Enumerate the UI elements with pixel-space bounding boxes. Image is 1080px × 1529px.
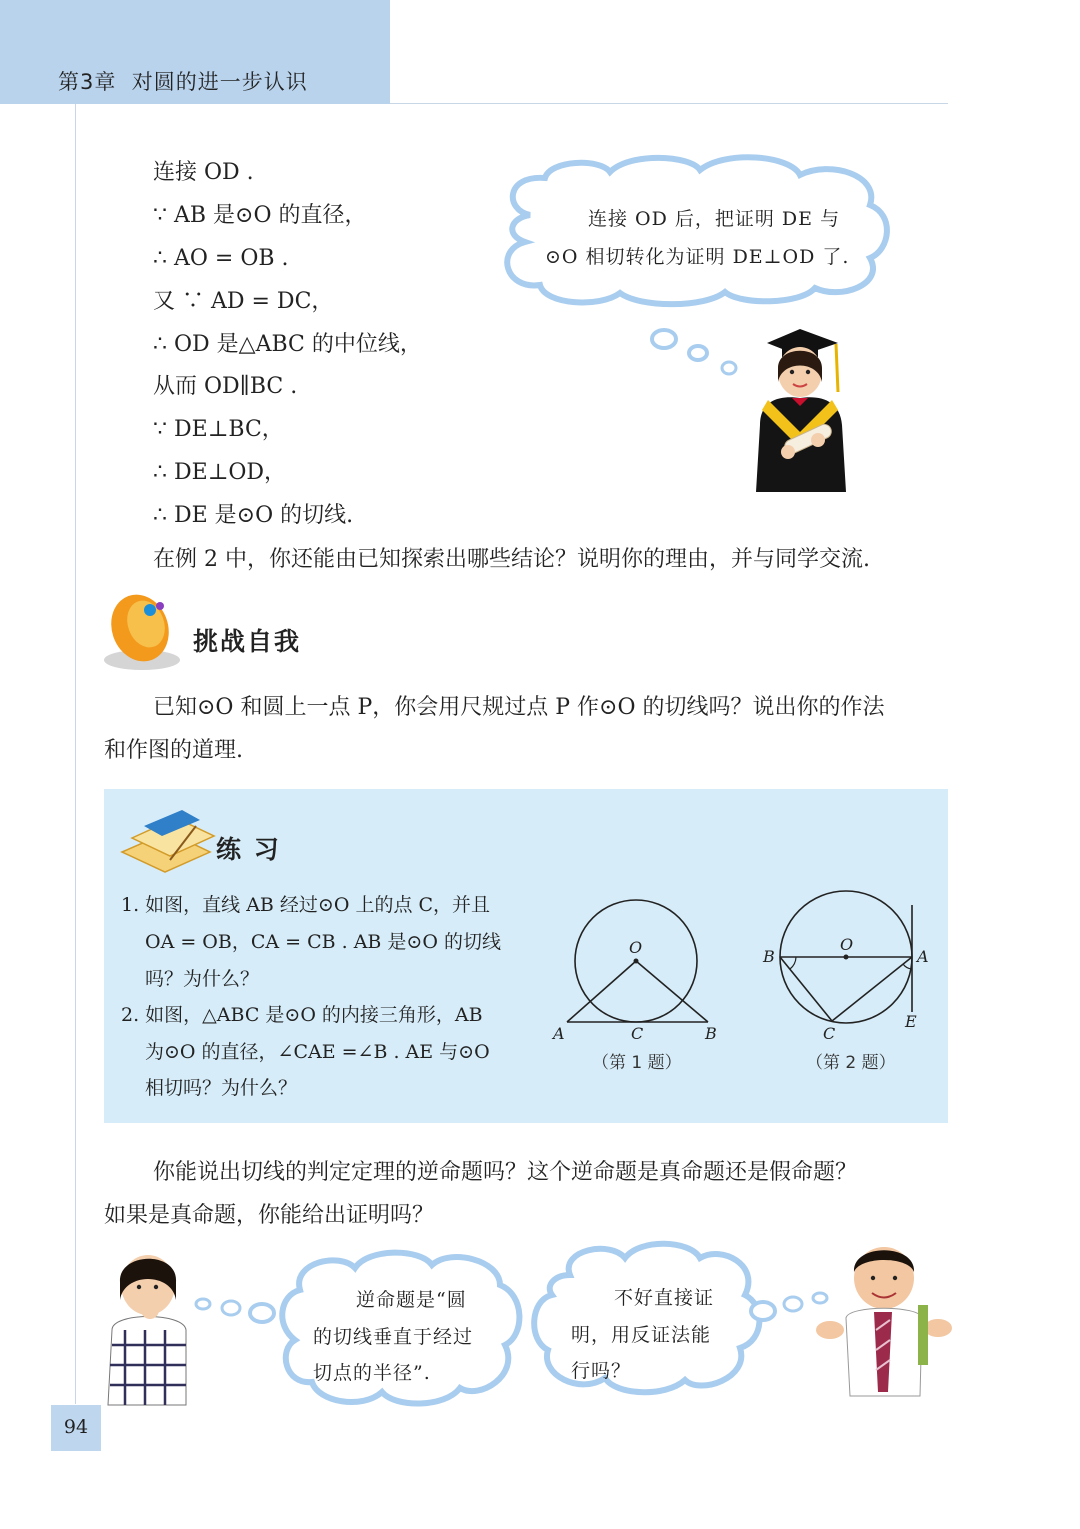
fig2-label-e: E xyxy=(905,1012,917,1031)
fig1-label-a: A xyxy=(553,1024,565,1043)
proof-line: ∴ DE⊥OD， xyxy=(153,460,287,485)
exercise-q1-line3: 吗？为什么？ xyxy=(145,968,260,990)
boy-bubble-line2: 明，用反证法能 xyxy=(571,1324,712,1346)
thought-cloud-1-line1: 连接 OD 后，把证明 DE 与 xyxy=(588,208,841,230)
converse-question-line2: 如果是真命题，你能给出证明吗？ xyxy=(104,1203,435,1228)
exercise-q1-line1: 1. 如图，直线 AB 经过⊙O 上的点 C，并且 xyxy=(121,894,491,916)
exercise-q2-line2: 为⊙O 的直径，∠CAE =∠B . AE 与⊙O xyxy=(145,1041,490,1063)
girl-bubble-line1: 逆命题是“圆 xyxy=(356,1289,467,1311)
fig2-label-c: C xyxy=(823,1024,836,1043)
fig1-caption: （第 1 题） xyxy=(592,1053,682,1073)
proof-line: ∵ DE⊥BC， xyxy=(153,417,284,442)
exercise-q2-line1: 2. 如图，△ABC 是⊙O 的内接三角形，AB xyxy=(121,1004,483,1026)
page-number: 94 xyxy=(63,1416,89,1438)
boy-bubble-line1: 不好直接证 xyxy=(614,1287,715,1309)
exercise-q1-line2: OA = OB，CA = CB . AB 是⊙O 的切线 xyxy=(145,931,501,953)
challenge-text-line2: 和作图的道理. xyxy=(104,738,243,763)
example-question: 在例 2 中，你还能由已知探索出哪些结论？说明你的理由，并与同学交流. xyxy=(153,547,870,572)
proof-line: ∴ OD 是△ABC 的中位线， xyxy=(153,332,422,357)
fig2-label-o: O xyxy=(840,935,854,954)
proof-line: 从而 OD∥BC . xyxy=(153,374,298,399)
fig1-label-b: B xyxy=(705,1024,717,1043)
girl-bubble-line3: 切点的半径”. xyxy=(313,1362,431,1384)
boy-bubble-line3: 行吗？ xyxy=(571,1360,632,1382)
fig1-label-c: C xyxy=(631,1024,644,1043)
proof-line: 连接 OD . xyxy=(153,160,254,185)
chapter-number: 第3章 xyxy=(58,70,117,94)
proof-line: 又 ∵ AD = DC， xyxy=(153,289,334,314)
converse-question-line1: 你能说出切线的判定定理的逆命题吗？这个逆命题是真命题还是假命题？ xyxy=(153,1160,858,1185)
proof-line: ∴ DE 是⊙O 的切线. xyxy=(153,503,354,528)
challenge-text-line1: 已知⊙O 和圆上一点 P，你会用尺规过点 P 作⊙O 的切线吗？说出你的作法 xyxy=(153,695,885,720)
proof-line: ∴ AO = OB . xyxy=(153,246,289,271)
fig2-label-a: A xyxy=(917,947,929,966)
fig2-caption: （第 2 题） xyxy=(806,1053,896,1073)
thought-cloud-1-line2: ⊙O 相切转化为证明 DE⊥OD 了. xyxy=(545,246,850,268)
chapter-title: 对圆的进一步认识 xyxy=(131,70,308,94)
exercise-title: 练 习 xyxy=(216,835,281,864)
fig1-label-o: O xyxy=(629,938,643,957)
challenge-title: 挑战自我 xyxy=(193,627,302,656)
fig2-label-b: B xyxy=(763,947,775,966)
proof-line: ∵ AB 是⊙O 的直径， xyxy=(153,203,367,228)
exercise-q2-line3: 相切吗？为什么？ xyxy=(145,1077,298,1099)
girl-bubble-line2: 的切线垂直于经过 xyxy=(313,1326,474,1348)
